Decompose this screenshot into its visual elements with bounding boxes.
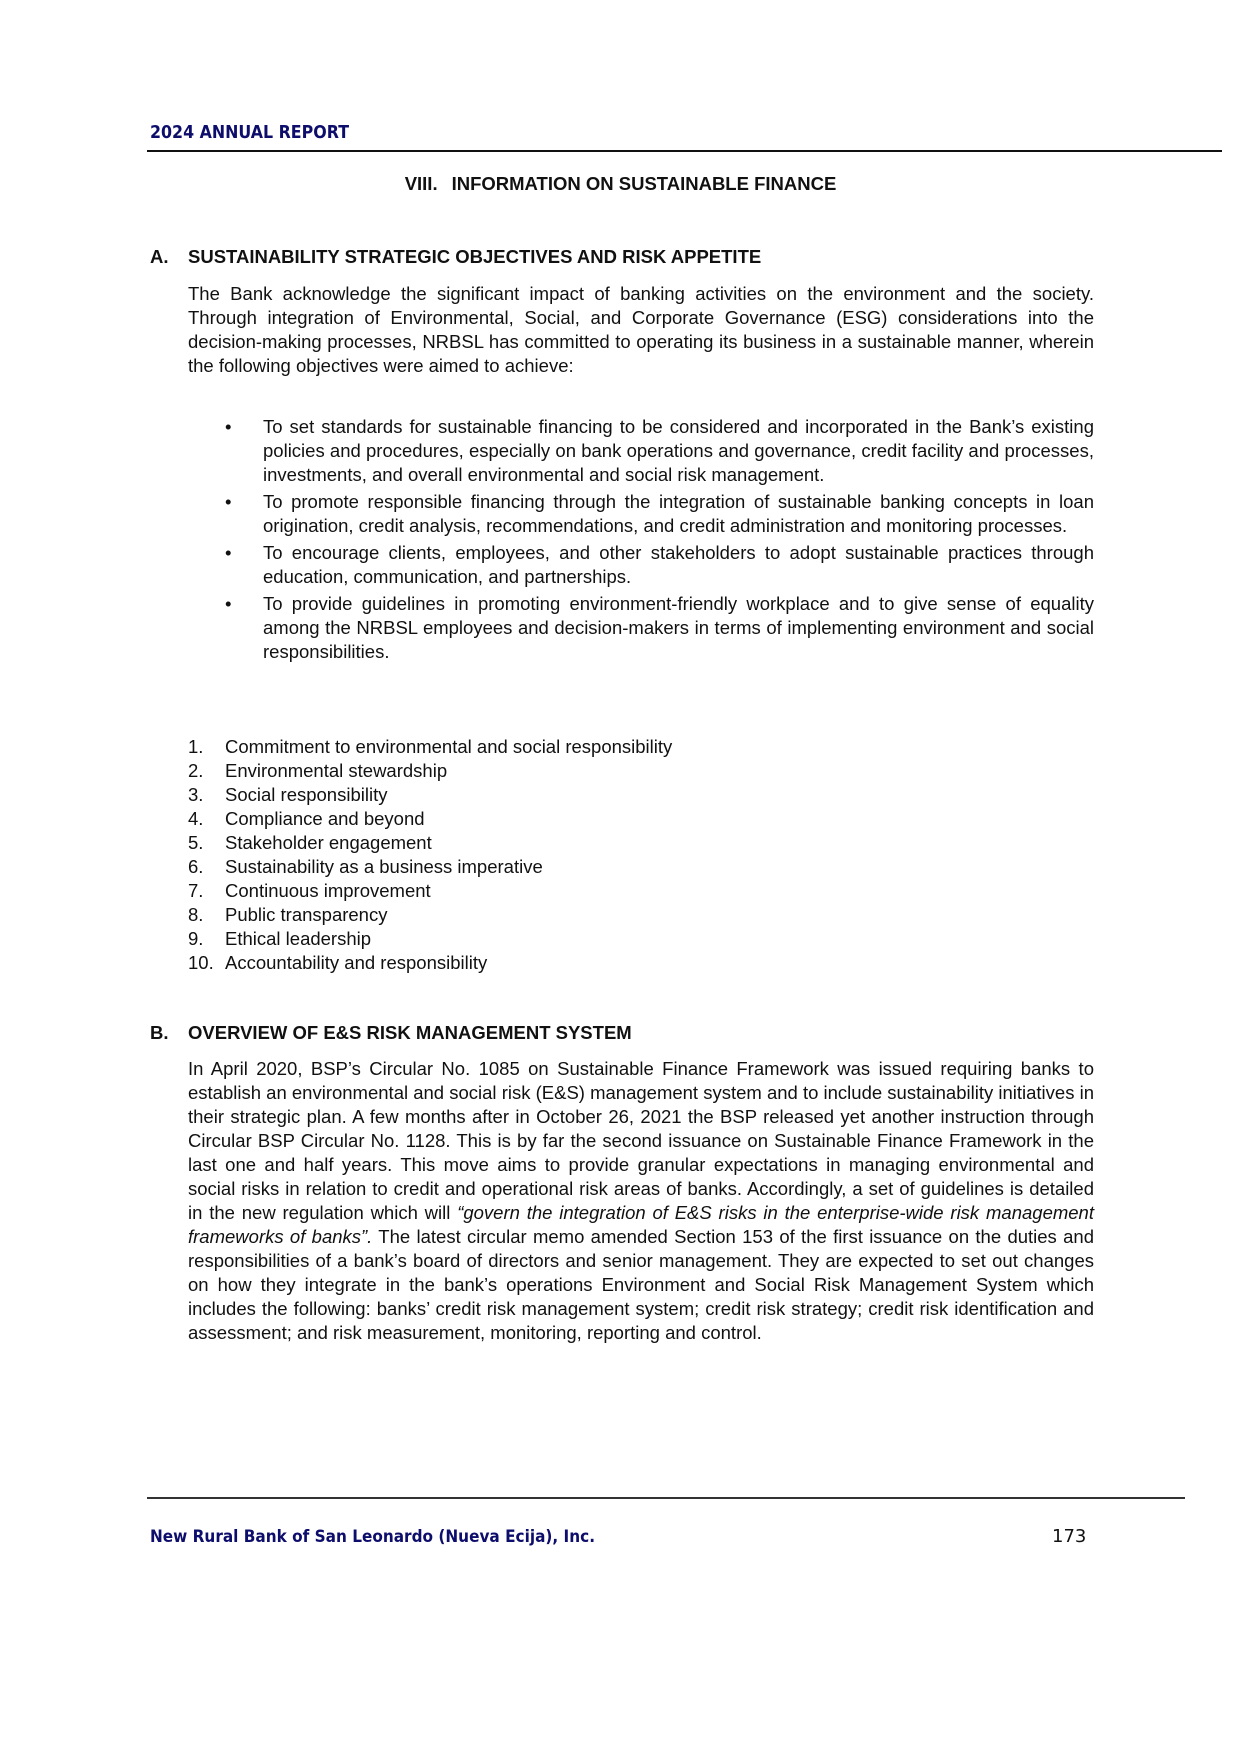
objectives-list (188, 415, 1094, 667)
principle-text: Sustainability as a business imperative (225, 856, 543, 877)
principle-text: Social responsibility (225, 784, 388, 805)
principle-number: 10. (188, 952, 214, 973)
objective-item (188, 415, 1094, 487)
objective-item (188, 541, 1094, 589)
principle-text: Stakeholder engagement (225, 832, 432, 853)
principle-item (188, 927, 672, 951)
header-rule (147, 150, 1222, 152)
subsection-a-title: SUSTAINABILITY STRATEGIC OBJECTIVES AND RISK APPETITE (188, 246, 762, 267)
footer-rule (147, 1497, 1185, 1499)
objective-text: To set standards for sustainable financing to be considered and incorporated in the Bank’s existing policies and procedures, especially on bank operations and governance, credit facility and processes, investments, and overall environmental and social risk management. (263, 416, 1094, 485)
principle-text: Accountability and responsibility (225, 952, 488, 973)
principle-number: 5. (188, 832, 204, 853)
running-header: 2024 ANNUAL REPORT (150, 122, 350, 143)
principle-number: 1. (188, 736, 204, 757)
principle-number: 9. (188, 928, 204, 949)
principle-number: 3. (188, 784, 204, 805)
subsection-b-heading (150, 1022, 632, 1044)
objective-text: To provide guidelines in promoting environment-friendly workplace and to give sense of equality among the NRBSL employees and decision-makers in terms of implementing environment and social responsibilities. (263, 593, 1094, 662)
principle-item (188, 759, 672, 783)
principle-item (188, 855, 672, 879)
section-title (0, 173, 1241, 195)
objective-text: To encourage clients, employees, and other stakeholders to adopt sustainable practices through education, communication, and partnerships. (263, 542, 1094, 587)
subsection-b-body (188, 1057, 1094, 1345)
subsection-b-title: OVERVIEW OF E&S RISK MANAGEMENT SYSTEM (188, 1022, 632, 1043)
bullet-icon: • (225, 542, 232, 563)
subsection-a-heading (150, 246, 761, 268)
body-text-part2: The latest circular memo amended Section 153 of the first issuance on the duties and responsibilities of a bank’s board of directors and senior management. They are expected to set out changes on how they integrate in the bank’s operations Environment and Social Risk Management System which includes the following: banks’ credit risk management system; credit risk strategy; credit risk identification and assessment; and risk measurement, monitoring, reporting and control. (188, 1226, 1094, 1343)
bullet-icon: • (225, 491, 232, 512)
subsection-a-intro: The Bank acknowledge the significant impact of banking activities on the environment and the society. Through integration of Environmental, Social, and Corporate Governance (ESG) considerations into the decision-making processes, NRBSL has committed to operating its business in a sustainable manner, wherein the following objectives were aimed to achieve: (188, 283, 1094, 376)
section-title-text: INFORMATION ON SUSTAINABLE FINANCE (451, 173, 837, 194)
section-number: VIII. (404, 173, 438, 194)
page-number: 173 (1052, 1526, 1087, 1547)
principle-item (188, 807, 672, 831)
principles-list (188, 735, 672, 975)
body-text-part1: In April 2020, BSP’s Circular No. 1085 on Sustainable Finance Framework was issued requiring banks to establish an environmental and social risk (E&S) management system and to include sustainability initiatives in their strategic plan. A few months after in October 26, 2021 the BSP released yet another instruction through Circular BSP Circular No. 1128. This is by far the second issuance on Sustainable Finance Framework in the last one and half years. This move aims to provide granular expectations in managing environmental and social risks in relation to credit and operational risk areas of banks. Accordingly, a set of guidelines is detailed in the new regulation which will (188, 1058, 1094, 1223)
objective-item (188, 592, 1094, 664)
principle-item (188, 951, 672, 975)
principle-text: Ethical leadership (225, 928, 372, 949)
body-quote: “govern the integration of E&S risks in the enterprise-wide risk management frameworks of banks”. (188, 1202, 1094, 1247)
principle-number: 8. (188, 904, 204, 925)
principle-item (188, 783, 672, 807)
bullet-icon: • (225, 593, 232, 614)
objective-item (188, 490, 1094, 538)
principle-number: 6. (188, 856, 204, 877)
principle-item (188, 831, 672, 855)
principle-text: Environmental stewardship (225, 760, 448, 781)
principle-text: Continuous improvement (225, 880, 431, 901)
subsection-b-letter: B. (150, 1022, 169, 1043)
bullet-icon: • (225, 416, 232, 437)
principle-item (188, 879, 672, 903)
principle-text: Public transparency (225, 904, 388, 925)
principle-item (188, 735, 672, 759)
principle-text: Compliance and beyond (225, 808, 425, 829)
principle-number: 7. (188, 880, 204, 901)
principle-text: Commitment to environmental and social responsibility (225, 736, 673, 757)
objective-text: To promote responsible financing through the integration of sustainable banking concepts in loan origination, credit analysis, recommendations, and credit administration and monitoring processes. (263, 491, 1094, 536)
subsection-a-letter: A. (150, 246, 169, 267)
footer-organization: New Rural Bank of San Leonardo (Nueva Ecija), Inc. (150, 1527, 596, 1547)
principle-number: 4. (188, 808, 204, 829)
principle-number: 2. (188, 760, 204, 781)
principle-item (188, 903, 672, 927)
